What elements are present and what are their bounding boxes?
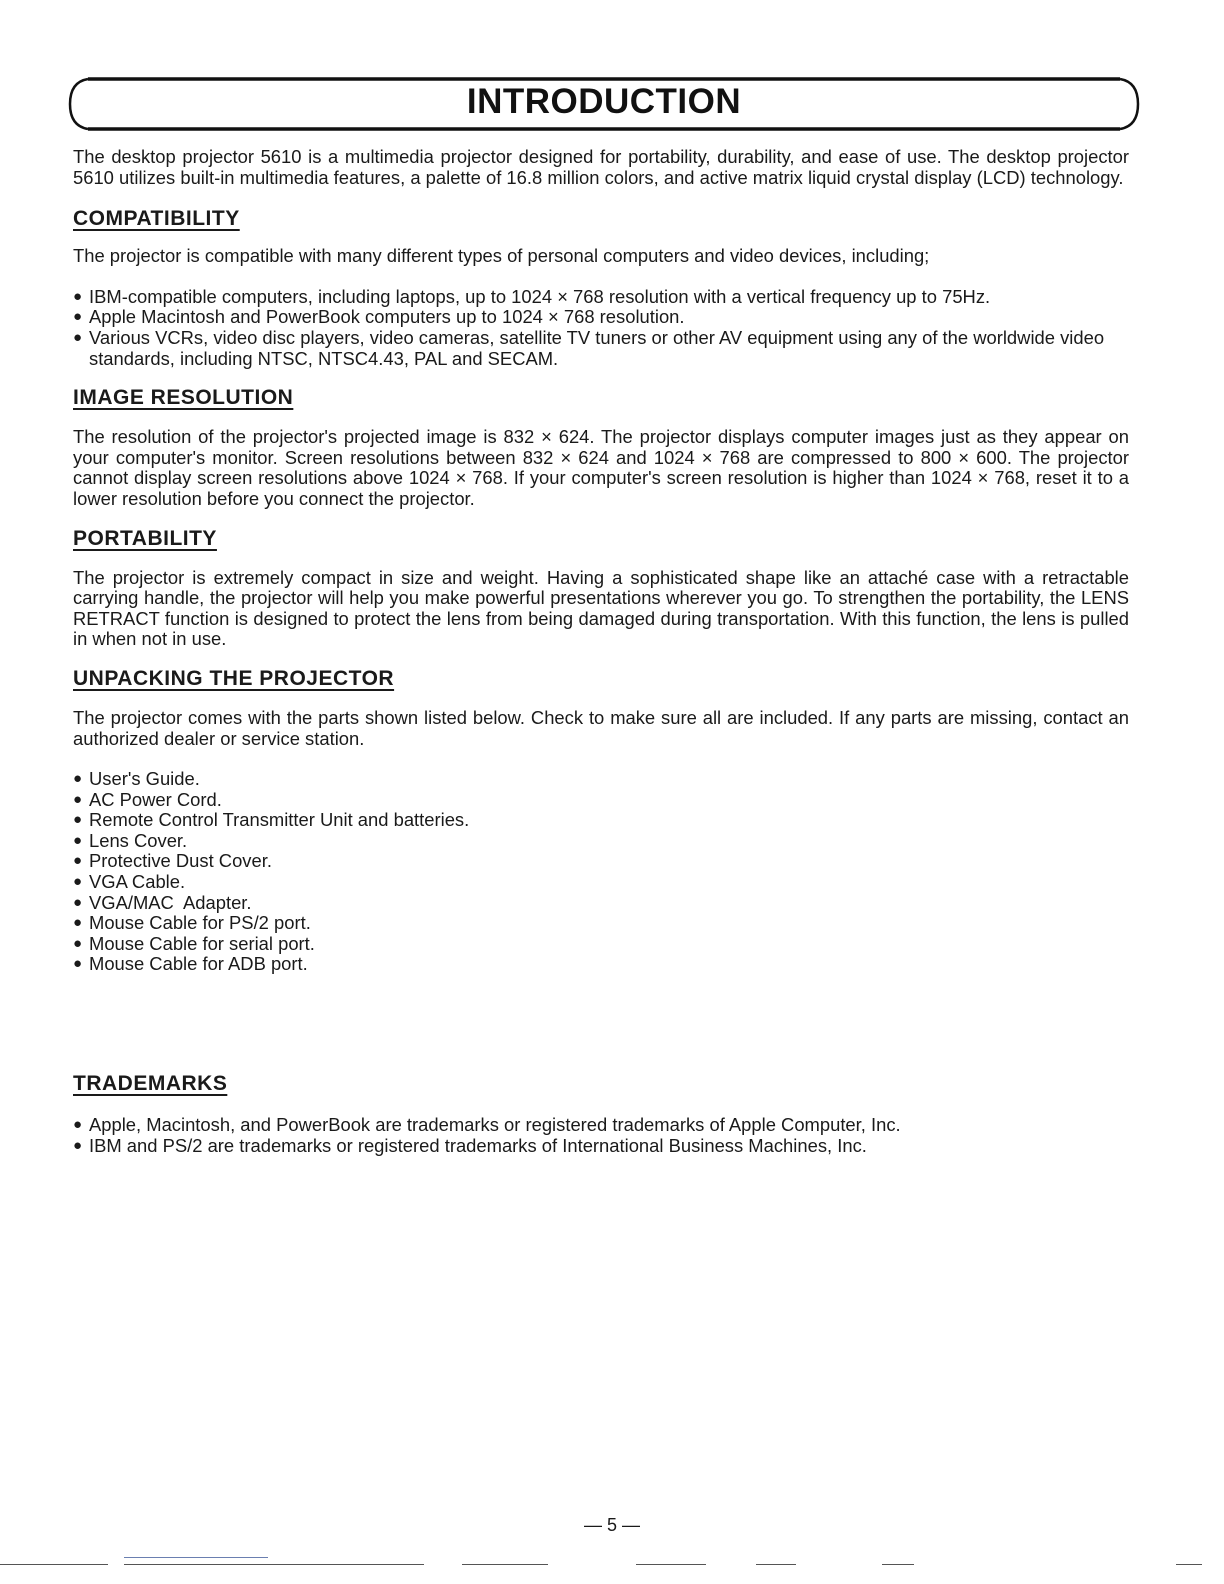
unpacking-list [73, 769, 1129, 975]
bullet-icon: ● [73, 1116, 83, 1134]
list-item: ● Apple Macintosh and PowerBook computers up to 1024 × 768 resolution. [73, 306, 685, 328]
compatibility-text: The projector is compatible with many different types of personal computers and video devices, including; [73, 245, 930, 267]
bullet-icon: ● [73, 914, 83, 932]
compatibility-list [73, 287, 1129, 369]
intro-paragraph: The desktop projector 5610 is a multimedia projector designed for portability, durability, and ease of use. The desktop projector 5610 utilizes built-in multimedia features, a palette of 16.8 million colors, and active matrix liquid crystal display (LCD) technology. [73, 146, 1129, 188]
document-body [73, 147, 1129, 1156]
list-item: ● Mouse Cable for serial port. [73, 932, 315, 954]
list-item: ● VGA/MAC Adapter. [73, 891, 252, 913]
list-item: ● Remote Control Transmitter Unit and batteries. [73, 809, 470, 831]
bullet-icon: ● [73, 955, 83, 973]
list-item: ● Mouse Cable for PS/2 port. [73, 912, 311, 934]
title-banner [66, 76, 1142, 132]
portability-text: The projector is extremely compact in size and weight. Having a sophisticated shape like an attaché case with a retractable carrying handle, the projector will help you make powerful presentations wherever you go. To strengthen the portability, the LENS RETRACT function is designed to protect the lens from being damaged during transportation. With this function, the lens is pulled in when not in use. [73, 566, 1129, 650]
list-item: ● IBM and PS/2 are trademarks or registered trademarks of International Business Machines, Inc. [73, 1134, 867, 1156]
scan-artifact-line [0, 1564, 108, 1565]
list-item: ● Lens Cover. [73, 829, 188, 851]
image-resolution-text: The resolution of the projector's projected image is 832 × 624. The projector displays computer images just as they appear on your computer's monitor. Screen resolutions between 832 × 624 and 1024 × 768 are compressed to 800 × 600. The projector cannot display screen resolutions above 1024 × 768. If your computer's screen resolution is higher than 1024 × 768, reset it to a lower resolution before you connect the projector. [73, 426, 1129, 509]
unpacking-heading: UNPACKING THE PROJECTOR [73, 666, 395, 690]
bullet-icon: ● [73, 873, 83, 891]
bullet-icon: ● [73, 811, 83, 829]
scan-artifact-line [756, 1564, 796, 1565]
bullet-icon: ● [73, 287, 83, 305]
list-item: ● Various VCRs, video disc players, video cameras, satellite TV tuners or other AV equipment using any of the worldwide video standards, including NTSC, NTSC4.43, PAL and SECAM. [73, 326, 1105, 369]
compatibility-heading: COMPATIBILITY [73, 207, 240, 231]
page-number: — 5 — [583, 1515, 640, 1535]
scan-artifact-line [1176, 1564, 1202, 1565]
scan-artifact-line [462, 1564, 548, 1565]
scan-artifact-line [124, 1564, 424, 1565]
list-item: ● IBM-compatible computers, including laptops, up to 1024 × 768 resolution with a vertical frequency up to 75Hz. [73, 285, 991, 307]
list-item: ● AC Power Cord. [73, 788, 222, 810]
bullet-icon: ● [73, 893, 83, 911]
list-item: ● Mouse Cable for ADB port. [73, 953, 308, 975]
bullet-icon: ● [73, 1136, 83, 1154]
list-item: ● Apple, Macintosh, and PowerBook are trademarks or registered trademarks of Apple Computer, Inc. [73, 1114, 901, 1136]
bullet-icon: ● [73, 934, 83, 952]
bullet-icon: ● [73, 790, 83, 808]
scan-artifact-line [636, 1564, 706, 1565]
portability-heading: PORTABILITY [73, 526, 217, 550]
bullet-icon: ● [73, 770, 83, 788]
image-resolution-heading: IMAGE RESOLUTION [73, 386, 294, 410]
scan-artifact-line [882, 1564, 914, 1565]
bullet-icon: ● [73, 852, 83, 870]
list-item: ● VGA Cable. [73, 871, 186, 893]
page-title: INTRODUCTION [466, 82, 742, 121]
list-item: ● User's Guide. [73, 768, 200, 790]
trademarks-heading: TRADEMARKS [73, 1072, 228, 1096]
bullet-icon: ● [73, 328, 83, 346]
bullet-icon: ● [73, 831, 83, 849]
trademarks-list [73, 1115, 1129, 1156]
list-item: ● Protective Dust Cover. [73, 850, 272, 872]
unpacking-text: The projector comes with the parts shown listed below. Check to make sure all are included. If any parts are missing, contact an authorized dealer or service station. [73, 706, 1129, 749]
scan-artifact-line [124, 1557, 268, 1558]
bullet-icon: ● [73, 308, 83, 326]
